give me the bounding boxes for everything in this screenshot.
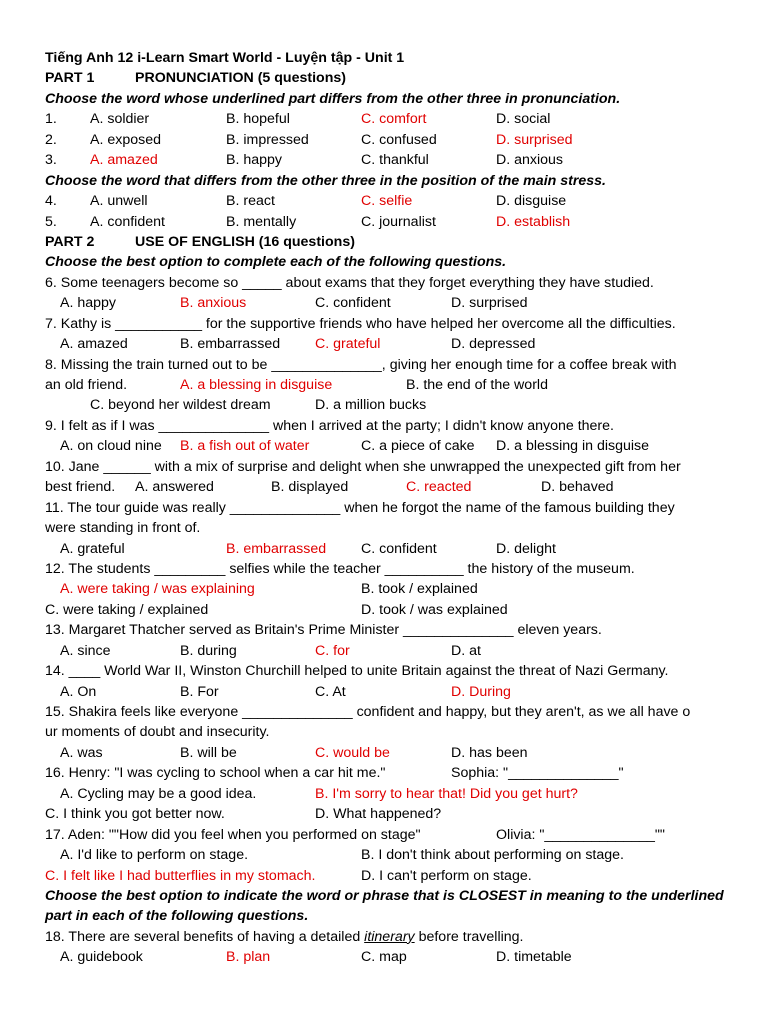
option: B. react xyxy=(226,193,275,210)
option: D. What happened? xyxy=(315,806,442,823)
option-answer: C. selfie xyxy=(361,193,413,210)
options-row xyxy=(45,866,765,886)
question-row xyxy=(45,130,765,150)
question-stem-continued: were standing in front of. xyxy=(45,520,201,537)
options-row xyxy=(45,539,765,559)
options-row xyxy=(45,436,765,456)
option: B. during xyxy=(180,642,237,659)
options-row xyxy=(45,477,765,497)
option: B. took / explained xyxy=(361,581,478,598)
question-stem-continued: an old friend. xyxy=(45,377,128,393)
option: A. guidebook xyxy=(60,949,143,966)
option: D. has been xyxy=(451,744,528,761)
part2-heading: USE OF ENGLISH (16 questions) xyxy=(135,233,355,250)
options-row xyxy=(45,375,765,395)
option: A. confident xyxy=(90,213,165,230)
option: D. a blessing in disguise xyxy=(496,438,649,455)
option: B. For xyxy=(180,683,219,700)
question-row xyxy=(45,109,765,129)
option-answer: C. I felt like I had butterflies in my stomach. xyxy=(45,867,316,884)
option: C. confident xyxy=(315,295,391,312)
question-stem xyxy=(45,927,765,947)
option: D. a million bucks xyxy=(315,397,427,414)
option: B. impressed xyxy=(226,131,309,148)
question-stem-continued: best friend. xyxy=(45,479,116,496)
option: B. will be xyxy=(180,744,237,761)
option: A. On xyxy=(60,683,97,700)
option-answer: B. I'm sorry to hear that! Did you get hurt? xyxy=(315,785,578,802)
question-stem: 6. Some teenagers become so _____ about exams that they forget everything they have studied. xyxy=(45,274,654,291)
question-stem: 14. ____ World War II, Winston Churchill helped to unite Britain against the threat of Nazi Germany. xyxy=(45,663,669,680)
question-text: 18. There are several benefits of having a detailed xyxy=(45,928,365,945)
option: D. delight xyxy=(496,540,556,557)
question-stem xyxy=(45,763,765,783)
part1-label: PART 1 xyxy=(45,70,95,87)
option: D. surprised xyxy=(451,295,528,312)
option-answer: C. would be xyxy=(315,744,390,761)
question-number: 3. xyxy=(45,152,57,169)
question-stem-continued: ur moments of doubt and insecurity. xyxy=(45,724,270,741)
option: B. displayed xyxy=(271,479,349,496)
question-stem: 9. I felt as if I was ______________ when I arrived at the party; I didn't know anyone there. xyxy=(45,417,614,434)
option: B. hopeful xyxy=(226,111,290,128)
option: C. confident xyxy=(361,540,437,557)
option: D. disguise xyxy=(496,193,567,210)
option: D. anxious xyxy=(496,152,564,169)
option: D. timetable xyxy=(496,949,572,966)
document-title: Tiếng Anh 12 i-Learn Smart World - Luyện tập - Unit 1 xyxy=(45,50,405,66)
part1-instruction-a: Choose the word whose underlined part differs from the other three in pronunciation. xyxy=(45,90,621,107)
option-answer: D. During xyxy=(451,683,511,700)
part2-label: PART 2 xyxy=(45,233,95,250)
option: A. exposed xyxy=(90,131,161,148)
options-row xyxy=(45,784,765,804)
options-row xyxy=(45,804,765,824)
question-number: 5. xyxy=(45,213,57,230)
option: C. were taking / explained xyxy=(45,601,209,618)
option: D. social xyxy=(496,111,551,128)
options-row xyxy=(45,334,765,354)
option: A. was xyxy=(60,744,103,761)
option: A. grateful xyxy=(60,540,125,557)
options-row xyxy=(45,682,765,702)
option: C. map xyxy=(361,949,407,966)
underlined-word: itinerary xyxy=(364,928,415,945)
option: D. behaved xyxy=(541,479,614,496)
question-number: 2. xyxy=(45,131,57,148)
option: A. since xyxy=(60,642,111,659)
options-row xyxy=(45,845,765,865)
part2-instruction-b: Choose the best option to indicate the word or phrase that is CLOSEST in meaning to the underlined xyxy=(45,887,724,904)
question-stem: 12. The students _________ selfies while the teacher __________ the history of the museum. xyxy=(45,560,635,577)
question-stem: 15. Shakira feels like everyone ______________ confident and happy, but they aren't, as we all have o xyxy=(45,704,691,720)
part1-instruction-b: Choose the word that differs from the other three in the position of the main stress. xyxy=(45,172,606,189)
option: A. answered xyxy=(135,479,214,496)
part1-heading: PRONUNCIATION (5 questions) xyxy=(135,70,346,87)
option: C. At xyxy=(315,683,346,700)
question-stem: 8. Missing the train turned out to be ______________, giving her enough time for a coffee break with xyxy=(45,356,677,373)
option: D. took / was explained xyxy=(361,601,508,618)
option-answer: C. comfort xyxy=(361,111,427,128)
option-answer: D. establish xyxy=(496,213,571,230)
option: C. a piece of cake xyxy=(361,438,475,455)
option: A. on cloud nine xyxy=(60,438,162,455)
option-answer: B. embarrassed xyxy=(226,540,327,557)
option: C. beyond her wildest dream xyxy=(90,397,271,414)
options-row xyxy=(45,579,765,599)
option: C. journalist xyxy=(361,213,436,230)
question-stem: 11. The tour guide was really ______________ when he forgot the name of the famous building they xyxy=(45,499,675,516)
option: C. thankful xyxy=(361,152,429,169)
worksheet xyxy=(45,48,765,968)
question-number: 4. xyxy=(45,193,57,210)
option-answer: B. plan xyxy=(226,949,271,966)
option-answer: A. amazed xyxy=(90,152,158,169)
question-stem: 7. Kathy is ___________ for the supportive friends who have helped her overcome all the difficulties. xyxy=(45,315,676,332)
option: B. happy xyxy=(226,152,283,169)
option: A. unwell xyxy=(90,193,148,210)
option: A. I'd like to perform on stage. xyxy=(60,847,249,864)
part2-instruction-a: Choose the best option to complete each of the following questions. xyxy=(45,254,507,271)
options-row xyxy=(45,947,765,967)
part1-header xyxy=(45,68,765,88)
option-answer: C. grateful xyxy=(315,336,381,353)
options-row xyxy=(45,600,765,620)
option: B. the end of the world xyxy=(406,377,548,393)
option: A. amazed xyxy=(60,336,128,353)
part2-header xyxy=(45,232,765,252)
options-row xyxy=(45,743,765,763)
dialogue-line-aden: 17. Aden: ""How did you feel when you performed on stage" xyxy=(45,826,421,843)
option: B. embarrassed xyxy=(180,336,281,353)
question-row xyxy=(45,191,765,211)
options-row xyxy=(45,641,765,661)
option: A. happy xyxy=(60,295,117,312)
question-stem: 10. Jane ______ with a mix of surprise and delight when she unwrapped the unexpected gift from her xyxy=(45,458,681,475)
dialogue-line-henry: 16. Henry: "I was cycling to school when a car hit me." xyxy=(45,765,386,782)
question-stem: 13. Margaret Thatcher served as Britain's Prime Minister ______________ eleven years. xyxy=(45,622,602,639)
question-row xyxy=(45,150,765,170)
dialogue-line-olivia: Olivia: "______________"" xyxy=(496,826,665,843)
option-answer: B. a fish out of water xyxy=(180,438,310,455)
option: A. Cycling may be a good idea. xyxy=(60,785,257,802)
dialogue-line-sophia: Sophia: "______________" xyxy=(451,765,624,782)
question-number: 1. xyxy=(45,111,57,128)
option: C. I think you got better now. xyxy=(45,806,225,823)
option: A. soldier xyxy=(90,111,150,128)
option: D. I can't perform on stage. xyxy=(361,867,532,884)
question-stem xyxy=(45,825,765,845)
option-answer: D. surprised xyxy=(496,131,573,148)
option: D. at xyxy=(451,642,481,659)
option-answer: C. reacted xyxy=(406,479,472,496)
options-row xyxy=(45,395,765,415)
option: B. mentally xyxy=(226,213,297,230)
option-answer: A. were taking / was explaining xyxy=(60,581,255,598)
options-row xyxy=(45,293,765,313)
option: D. depressed xyxy=(451,336,536,353)
question-text: before travelling. xyxy=(414,928,524,945)
part2-instruction-b-continued: part in each of the following questions. xyxy=(45,908,309,925)
option: C. confused xyxy=(361,131,437,148)
option-answer: A. a blessing in disguise xyxy=(180,377,333,393)
option: B. I don't think about performing on stage. xyxy=(361,847,624,864)
option-answer: C. for xyxy=(315,642,350,659)
option-answer: B. anxious xyxy=(180,295,247,312)
question-row xyxy=(45,212,765,232)
